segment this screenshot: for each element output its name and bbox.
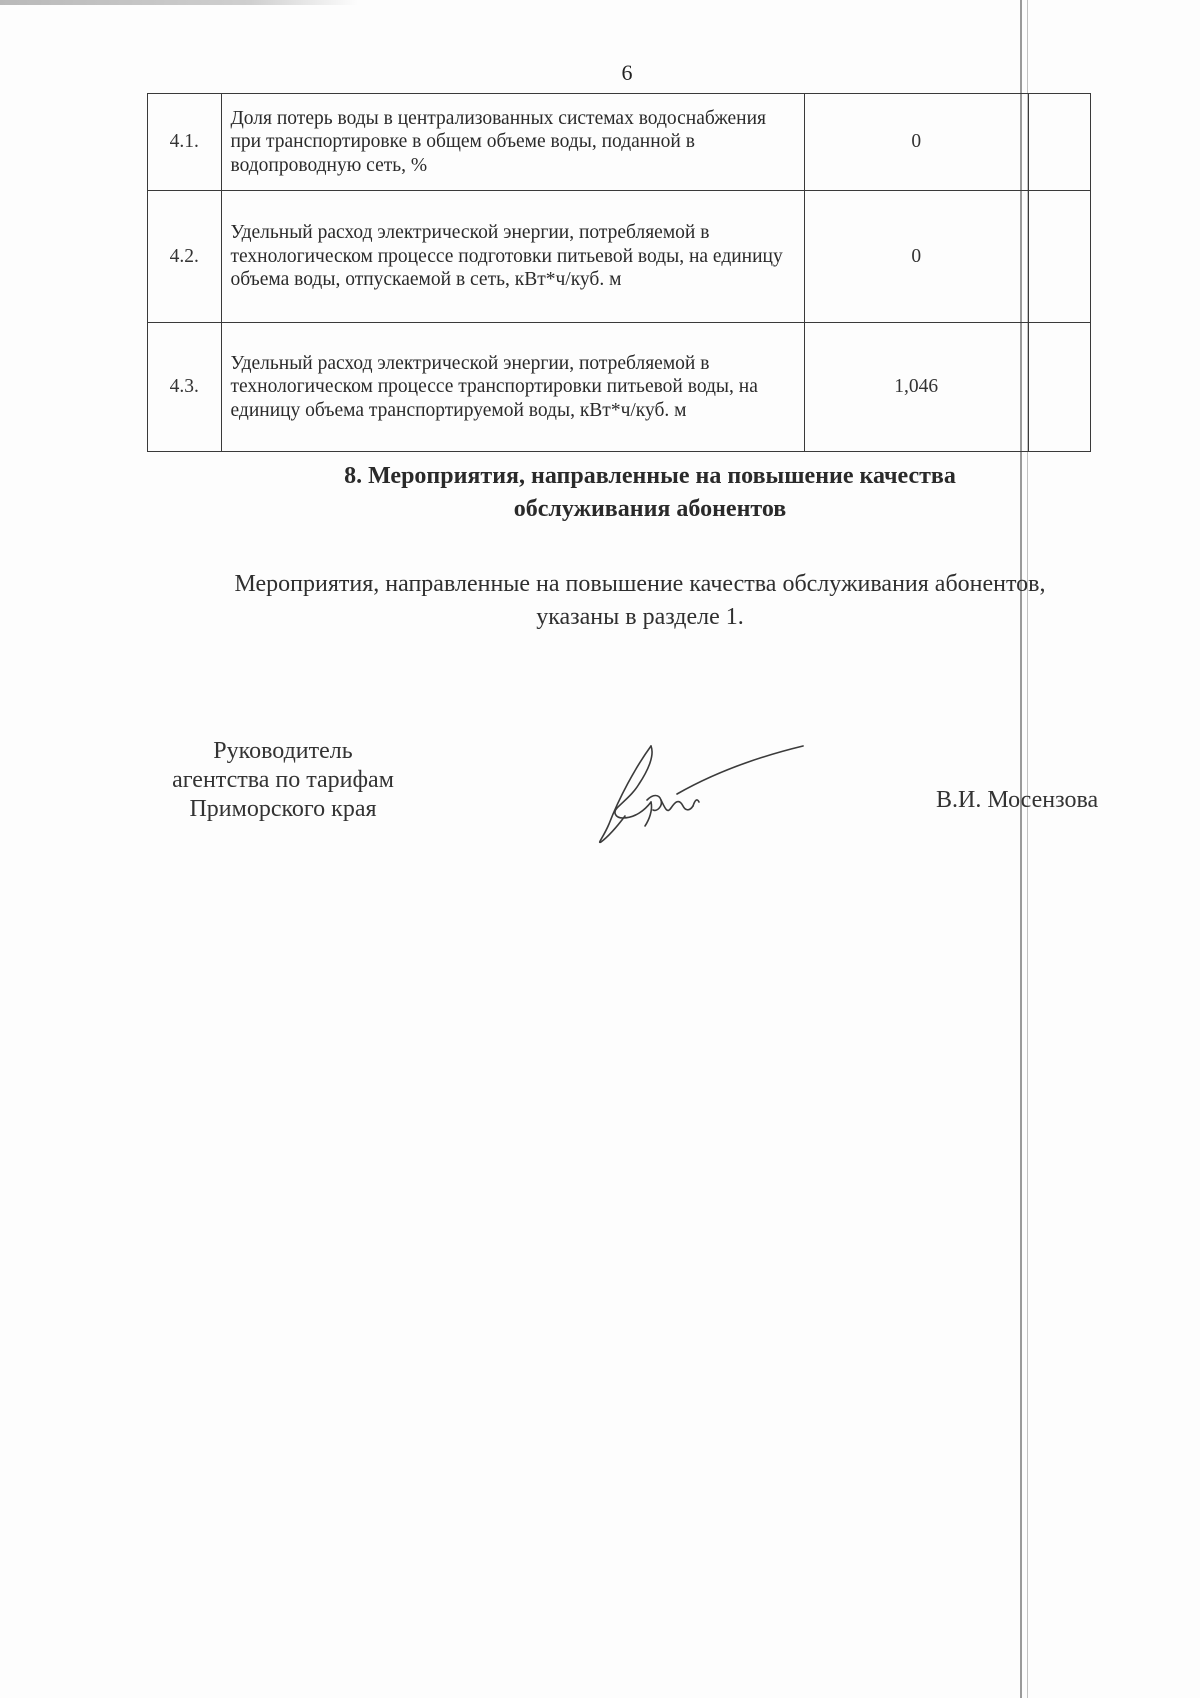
signer-position-line: агентства по тарифам [172, 767, 394, 793]
row-extra-cell [1028, 191, 1090, 323]
row-extra-cell [1028, 94, 1090, 191]
row-description: Удельный расход электрической энергии, потребляемой в технологическом процессе транспортировки питьевой воды, на единицу объема транспортируемой воды, кВт*ч/куб. м [221, 323, 804, 452]
section-heading [200, 460, 1100, 526]
row-description: Доля потерь воды в централизованных системах водоснабжения при транспортировке в общем объеме воды, поданной в водопроводную сеть, % [221, 94, 804, 191]
row-value: 1,046 [804, 323, 1028, 452]
row-description: Удельный расход электрической энергии, потребляемой в технологическом процессе подготовки питьевой воды, на единицу объема воды, отпускаемой в сеть, кВт*ч/куб. м [221, 191, 804, 323]
table-row [148, 191, 1091, 323]
row-value: 0 [804, 191, 1028, 323]
signer-position [146, 737, 420, 824]
paragraph-line: Мероприятия, направленные на повышение качества обслуживания абонентов, [234, 571, 1046, 597]
row-extra-cell [1028, 323, 1090, 452]
handwritten-signature [595, 738, 815, 848]
row-number: 4.1. [148, 94, 222, 191]
signer-position-line: Приморского края [189, 796, 377, 822]
table-row [148, 94, 1091, 191]
section-heading-line: 8. Мероприятия, направленные на повышение качества [344, 463, 956, 489]
section-paragraph [140, 568, 1140, 634]
table-row [148, 323, 1091, 452]
page-number: 6 [621, 60, 633, 85]
row-number: 4.3. [148, 323, 222, 452]
row-number: 4.2. [148, 191, 222, 323]
row-value: 0 [804, 94, 1028, 191]
paragraph-line: указаны в разделе 1. [536, 604, 744, 630]
signer-name: В.И. Мосензова [936, 787, 1099, 813]
section-heading-line: обслуживания абонентов [513, 496, 787, 522]
signer-position-line: Руководитель [213, 738, 353, 764]
scan-artifact-top [0, 0, 358, 5]
indicators-table [147, 93, 1091, 452]
